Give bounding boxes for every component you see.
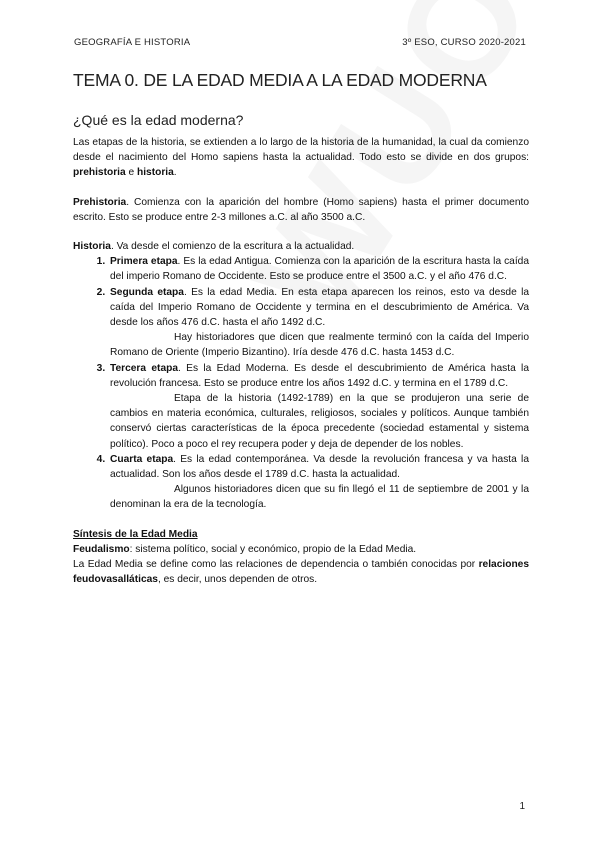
- feudalismo-term: Feudalismo: [73, 543, 130, 555]
- etapa-text: . Es la edad Antigua. Comienza con la aparición de la escritura hasta la caída del imperio Romano de Occidente. Esto se produce entre el 3500 a.C. y el año 476 d.C.: [110, 256, 530, 283]
- section-subtitle: ¿Qué es la edad moderna?: [73, 112, 244, 128]
- feudalismo-paragraph: [73, 542, 529, 557]
- prehistoria-term: Prehistoria: [73, 196, 127, 208]
- header-course: 3º ESO, CURSO 2020-2021: [402, 37, 526, 48]
- page-content: [73, 68, 529, 587]
- etapa-text: . Es la edad Media. En esta etapa aparecen los reinos, esto va desde la caída del Imperio Romano de Occidente y termina en el descubrimiento de América. Va desde los años 476 d.C. hasta el año 1492 d.C.: [110, 286, 529, 329]
- list-item: [108, 285, 529, 361]
- definicion-paragraph: [73, 557, 529, 587]
- historia-term: Historia: [73, 241, 111, 253]
- prehistoria-text: . Comienza con la aparición del hombre (Homo sapiens) hasta el primer documento escrito. Esto se produce entre 2-3 millones a.C. al año 3500 a.C.: [73, 196, 529, 223]
- etapa-text: . Es la Edad Moderna. Es desde el descubrimiento de América hasta la revolución francesa. Esto se produce entre los años 1492 d.C. y termina en el 1789 d.C.: [110, 362, 529, 389]
- etapa-text: . Es la edad contemporánea. Va desde la revolución francesa y va hasta la actualidad. Son los años desde el 1789 d.C. hasta la actualidad.: [110, 453, 529, 481]
- etapa-term: Tercera etapa: [110, 362, 178, 374]
- definicion-term: relaciones feudovasalláticas: [73, 559, 529, 586]
- etapa-term: Cuarta etapa: [110, 453, 174, 465]
- etapa-term: Primera etapa: [110, 256, 178, 268]
- term-historia: historia: [136, 167, 174, 179]
- page-header: [74, 37, 526, 48]
- header-subject: GEOGRAFÍA E HISTORIA: [74, 37, 191, 48]
- sintesis-title: Síntesis de la Edad Media: [73, 528, 198, 540]
- etapa-note: Hay historiadores que dicen que realmente terminó con la caída del Imperio Romano de Oriente (Imperio Bizantino). Iría desde 476 d.C. hasta 1453 d.C.: [110, 332, 529, 359]
- page-number: 1: [519, 801, 525, 812]
- list-item: [108, 254, 529, 284]
- historia-paragraph: [73, 239, 529, 254]
- etapa-term: Segunda etapa: [110, 286, 184, 298]
- page-title: TEMA 0. DE LA EDAD MEDIA A LA EDAD MODERNA: [73, 70, 487, 90]
- intro-end: .: [173, 167, 177, 179]
- historia-text: . Va desde el comienzo de la escritura a la actualidad.: [110, 241, 355, 253]
- intro-paragraph: [73, 135, 529, 181]
- list-item: [108, 361, 529, 452]
- etapas-list: [73, 254, 529, 512]
- feudalismo-text: : sistema político, social y económico, propio de la Edad Media.: [129, 543, 417, 555]
- definicion-text: La Edad Media se define como las relaciones de dependencia o también conocidas por: [73, 559, 479, 571]
- list-item: [108, 452, 529, 513]
- intro-join: e: [125, 167, 137, 179]
- etapa-note: Etapa de la historia (1492-1789) en la que se produjeron una serie de cambios en materia económica, culturales, religiosos, sociales y políticos. Aunque también conservó ciertas características de la época precedente (sociedad estamental y sistema político). Poco a poco el rey recupera poder y deja de depender de los nobles.: [110, 393, 529, 450]
- prehistoria-paragraph: [73, 195, 529, 225]
- term-prehistoria: prehistoria: [73, 167, 126, 179]
- intro-text: Las etapas de la historia, se extienden a lo largo de la historia de la humanidad, la cual da comienzo desde el nacimiento del Homo sapiens hasta la actualidad. Todo esto se divide en dos grupos:: [73, 137, 529, 164]
- definicion-end: , es decir, unos dependen de otros.: [157, 574, 318, 586]
- etapa-note: Algunos historiadores dicen que su fin llegó el 11 de septiembre de 2001 y la denominan la era de la tecnología.: [110, 484, 529, 511]
